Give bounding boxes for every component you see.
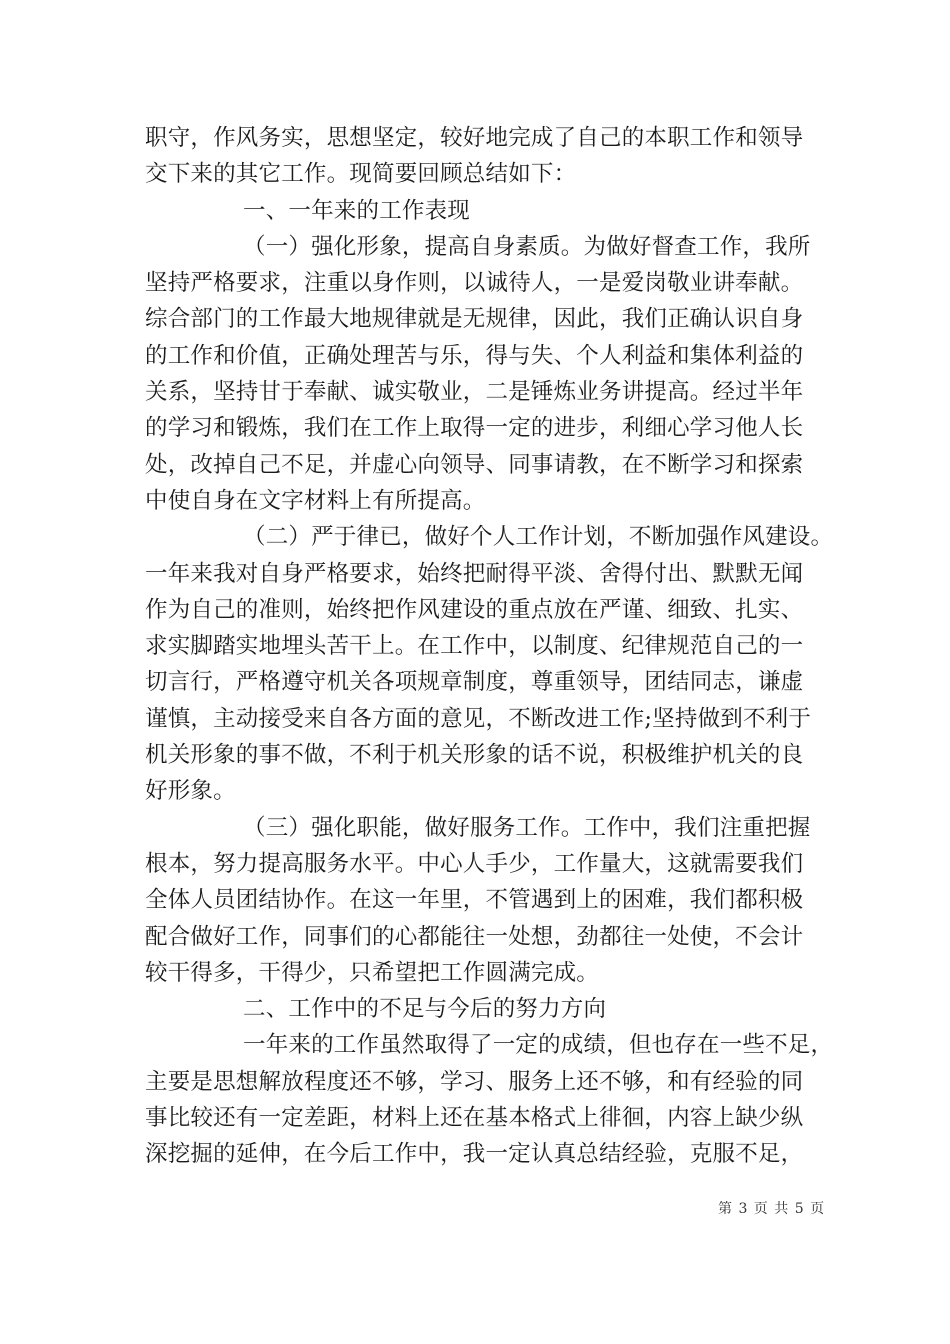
text-line: 切言行，严格遵守机关各项规章制度，尊重领导，团结同志，谦虚 — [145, 669, 804, 696]
text-line: 一、一年来的工作表现 — [243, 197, 471, 224]
text-line: 配合做好工作，同事们的心都能往一处想，劲都往一处使，不会计 — [145, 923, 804, 950]
text-line: 坚持严格要求，注重以身作则，以诚待人，一是爱岗敬业讲奉献。 — [145, 270, 804, 297]
text-line: 深挖掘的延伸，在今后工作中，我一定认真总结经验，克服不足， — [145, 1141, 804, 1168]
text-line: 一年来我对自身严格要求，始终把耐得平淡、舍得付出、默默无闻 — [145, 560, 804, 587]
text-line: （三）强化职能，做好服务工作。工作中，我们注重把握 — [243, 814, 811, 841]
text-line: 事比较还有一定差距，材料上还在基本格式上徘徊，内容上缺少纵 — [145, 1105, 804, 1132]
text-line: 处，改掉自己不足，并虚心向领导、同事请教，在不断学习和探索 — [145, 451, 804, 478]
text-line: 的学习和锻炼，我们在工作上取得一定的进步，利细心学习他人长 — [145, 415, 804, 442]
text-line: 根本，努力提高服务水平。中心人手少，工作量大，这就需要我们 — [145, 850, 804, 877]
text-line: （二）严于律已，做好个人工作计划，不断加强作风建设。 — [243, 524, 834, 551]
text-line: 机关形象的事不做，不利于机关形象的话不说，积极维护机关的良 — [145, 742, 804, 769]
text-line: 求实脚踏实地埋头苦干上。在工作中，以制度、纪律规范自己的一 — [145, 633, 804, 660]
document-body — [145, 120, 834, 1173]
text-line: 主要是思想解放程度还不够，学习、服务上还不够，和有经验的同 — [145, 1068, 804, 1095]
text-line: 综合部门的工作最大地规律就是无规律，因此，我们正确认识自身 — [145, 306, 804, 333]
text-line: 谨慎，主动接受来自各方面的意见，不断改进工作;坚持做到不利于 — [145, 705, 812, 732]
text-line: 关系，坚持甘于奉献、诚实敬业，二是锤炼业务讲提高。经过半年 — [145, 379, 804, 406]
text-line: 一年来的工作虽然取得了一定的成绩，但也存在一些不足， — [243, 1032, 834, 1059]
text-line: 交下来的其它工作。现简要回顾总结如下： — [145, 161, 577, 188]
text-line: 全体人员团结协作。在这一年里，不管遇到上的困难，我们都积极 — [145, 887, 804, 914]
text-line: 较干得多，干得少，只希望把工作圆满完成。 — [145, 959, 600, 986]
text-line: 中使自身在文字材料上有所提高。 — [145, 487, 486, 514]
text-line: （一）强化形象，提高自身素质。为做好督查工作，我所 — [243, 233, 811, 260]
text-line: 二、工作中的不足与今后的努力方向 — [243, 996, 607, 1023]
page-number-footer: 第 3 页 共 5 页 — [718, 1201, 826, 1217]
text-line: 好形象。 — [145, 778, 236, 805]
text-line: 的工作和价值，正确处理苦与乐，得与失、个人利益和集体利益的 — [145, 342, 804, 369]
text-line: 职守，作风务实，思想坚定，较好地完成了自己的本职工作和领导 — [145, 125, 804, 151]
text-line: 作为自己的准则，始终把作风建设的重点放在严谨、细致、扎实、 — [145, 596, 804, 623]
